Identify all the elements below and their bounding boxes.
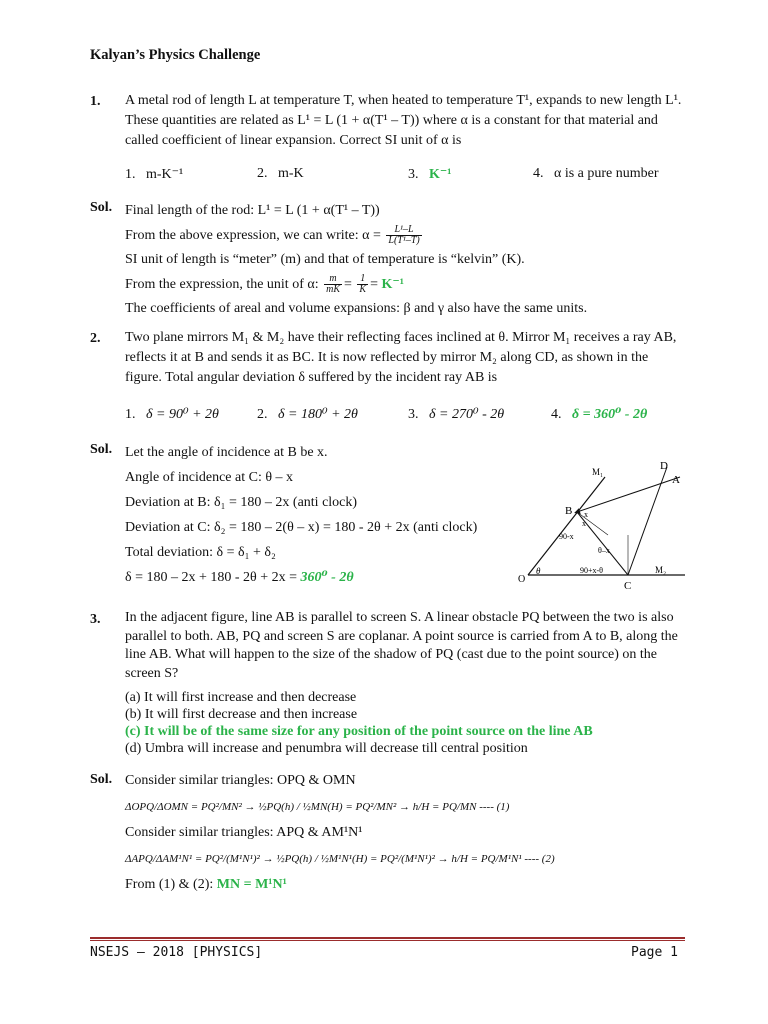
label-b: B	[565, 505, 573, 517]
q1-sol-label: Sol.	[90, 200, 113, 215]
q1-sol-line: From the expression, the unit of α: $\frac{m}{mK}$ = $\frac{1}{K}$ = K⁻¹	[125, 272, 404, 295]
q3-sol-line: Consider similar triangles: APQ & AM¹N¹	[125, 825, 363, 840]
q3-text-line: screen S?	[125, 665, 179, 681]
label-x1: x	[584, 510, 588, 519]
q3-text	[125, 609, 685, 683]
q2-sol-line: δ = 180 – 2x + 180 - 2θ + 2x = 360⁰ - 2θ	[125, 570, 354, 585]
q3-text-line: parallel to both. AB, PQ and screen S are coplanar. A point source is carried from A to B, along the	[125, 628, 678, 644]
label-theta: θ	[536, 566, 541, 576]
q3-text-line: In the adjacent figure, line AB is parallel to screen S. A linear obstacle PQ between the two is also	[125, 610, 674, 625]
q1-sol-line: SI unit of length is “meter” (m) and that of temperature is “kelvin” (K).	[125, 252, 525, 267]
q2-number: 2.	[90, 331, 101, 346]
q2-sol-line: Let the angle of incidence at B be x.	[125, 445, 328, 460]
footer-rule-thin	[90, 940, 685, 941]
label-c: C	[624, 580, 632, 592]
q2-text-line: reflects it at B and sends it as BC. It is now reflected by mirror M₂ along CD, as shown in the	[125, 350, 649, 365]
q1-sol-line: The coefficients of areal and volume expansions: β and γ also have the same units.	[125, 301, 588, 316]
page-title: Kalyan’s Physics Challenge	[90, 47, 261, 63]
q1-text-line: These quantities are related as L¹ = L (1 + α(T¹ – T)) where α is a constant for that material and	[125, 113, 658, 128]
footer-page-number: Page 1	[631, 945, 678, 960]
q3-text-line: line AB. What will happen to the size of the shadow of PQ (cast due to the point source) on the	[125, 647, 658, 662]
label-a: A	[672, 474, 680, 486]
label-o: O	[518, 574, 526, 585]
q2-sol-line: Angle of incidence at C: θ – x	[125, 470, 294, 485]
q1-text-line: called coefficient of linear expansion. Correct SI unit of α is	[125, 133, 462, 148]
q2-solution	[125, 440, 477, 590]
q1-option-3: 3. K⁻¹	[408, 167, 452, 182]
q2-option-1: 1. δ = 90⁰ + 2θ	[125, 407, 219, 422]
q1-solution	[125, 199, 685, 322]
q1-option-4: 4. α is a pure number	[533, 166, 659, 181]
q1-number: 1.	[90, 94, 101, 109]
q2-sol-line: Deviation at C: δ₂ = 180 – 2(θ – x) = 180 - 2θ + 2x (anti clock)	[125, 520, 478, 535]
footer-rule	[90, 937, 685, 939]
q3-equation-1: ΔOPQ/ΔOMN = PQ²/MN² → ½PQ(h) / ½MN(H) = PQ²/MN² → h/H = PQ/MN ---- (1)	[125, 801, 510, 813]
q3-number: 3.	[90, 612, 101, 627]
q2-option-3: 3. δ = 270⁰ - 2θ	[408, 407, 505, 422]
mirror-m1	[528, 477, 605, 575]
q3-sol-line: Consider similar triangles: OPQ & OMN	[125, 773, 356, 788]
mirror-figure	[510, 455, 700, 595]
label-m2: M₂	[655, 565, 667, 575]
q3-option-b: (b) It will first decrease and then increase	[125, 707, 358, 722]
q2-sol-label: Sol.	[90, 442, 113, 457]
q3-solution	[125, 771, 555, 895]
q2-text	[125, 328, 685, 388]
q3-equation-2: ΔAPQ/ΔAM¹N¹ = PQ²/(M¹N¹)² → ½PQ(h) / ½M¹N¹(H) = PQ²/(M¹N¹)² → h/H = PQ/M¹N¹ ---- (2)	[125, 853, 555, 865]
q1-text-line: A metal rod of length L at temperature T, when heated to temperature T¹, expands to new length L¹.	[125, 93, 682, 108]
q3-option-a: (a) It will first increase and then decrease	[125, 690, 357, 705]
q3-sol-label: Sol.	[90, 772, 113, 787]
q1-text	[125, 91, 685, 151]
q2-sol-line: Total deviation: δ = δ₁ + δ₂	[125, 545, 276, 560]
q1-option-2: 2. m-K	[257, 166, 304, 181]
ray-ab	[577, 477, 680, 512]
q2-text-line: Two plane mirrors M₁ & M₂ have their reflecting faces inclined at θ. Mirror M₁ receives a ray AB,	[125, 330, 677, 345]
label-90-x-theta: 90+x-θ	[580, 566, 604, 575]
q1-sol-line: Final length of the rod: L¹ = L (1 + α(T¹ – T))	[125, 203, 380, 218]
q1-option-1: 1. m-K⁻¹	[125, 167, 184, 182]
q3-option-d: (d) Umbra will increase and penumbra will decrease till central position	[125, 741, 528, 756]
q1-sol-fraction: $\frac{\text{L¹–L}}{\text{L(T¹–T)}}$	[388, 223, 420, 246]
q1-sol-line: From the above expression, we can write: α = $\frac{\text{L¹–L}}{\text{L(T¹–T)}}$	[125, 223, 420, 246]
label-m1: M₁	[592, 467, 604, 477]
footer-exam-label: NSEJS – 2018 [PHYSICS]	[90, 945, 263, 960]
q2-option-2: 2. δ = 180⁰ + 2θ	[257, 407, 358, 422]
q3-sol-line: From (1) & (2): MN = M¹N¹	[125, 877, 287, 892]
label-theta-x: θ–x	[598, 546, 610, 555]
q3-options	[125, 689, 593, 757]
label-x2: x	[582, 519, 586, 528]
q3-option-c: (c) It will be of the same size for any position of the point source on the line AB	[125, 724, 593, 739]
label-90-x: 90-x	[559, 532, 574, 541]
label-d: D	[660, 460, 668, 472]
ray-cd	[628, 467, 667, 575]
q2-text-line: figure. Total angular deviation δ suffered by the incident ray AB is	[125, 370, 498, 385]
q2-sol-line: Deviation at B: δ₁ = 180 – 2x (anti clock)	[125, 495, 358, 510]
q2-option-4: 4. δ = 360⁰ - 2θ	[551, 407, 648, 422]
